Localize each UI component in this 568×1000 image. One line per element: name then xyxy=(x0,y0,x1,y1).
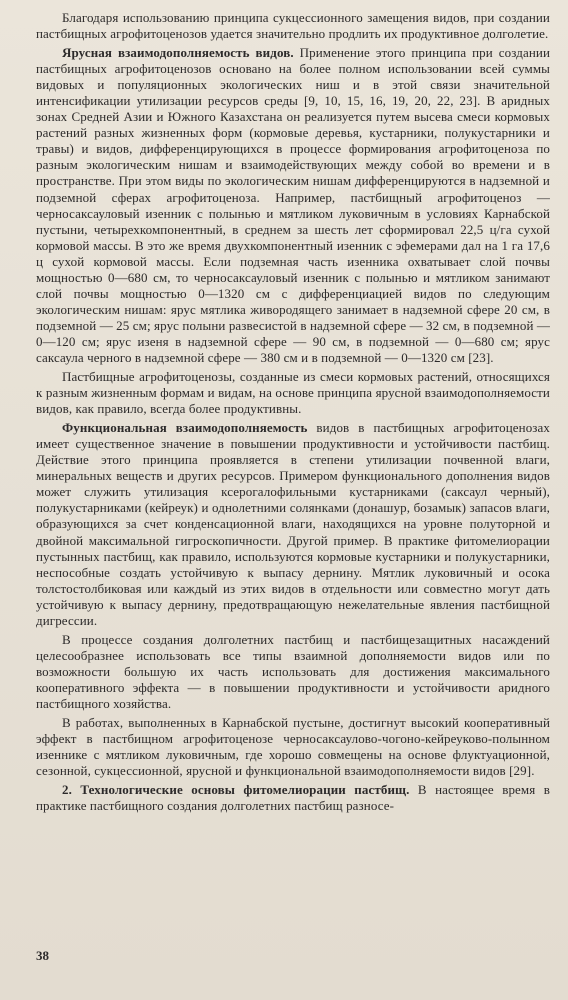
page-body xyxy=(36,10,550,814)
paragraph-agrophytocenoses: Пастбищные агрофитоценозы, созданные из смеси кормовых растений, относящихся к разным жизненным формам и видам, на основе принципа ярусной взаимодополняемости видов, как правило, всегда более продуктивны. xyxy=(36,369,550,417)
paragraph-tier-complementarity: Ярусная взаимодополняемость видов. Применение этого принципа при создании пастбищных агрофитоценозов основано на более полном использовании всей суммы видовых и популяционных экологических ниш и в этой связи значительной интенсификации утилизации ресурсов среды [9, 10, 15, 16, 19, 20, 22, 23]. В аридных зонах Средней Азии и Южного Казахстана он реализуется путем высева смеси кормовых растений разных жизненных форм (кормовые деревья, кустарники, полукустарники и травы) и видов, дифференцирующихся в процессе формирования агрофитоценоза по разным экологическим нишам и взаимодействующих между собой во времени и в пространстве. При этом виды по экологическим нишам дифференцируются в надземной и подземной сферах агрофитоценоза. Например, пастбищный агрофитоценоз — черносаксауловый изенник с полынью и мятликом луковичным в условиях Карнабской пустыни, четырехкомпонентный, в среднем за шесть лет сформировал 22,5 ц/га сухой кормовой массы. В это же время двухкомпонентный изенник с эфемерами дал на 1 га 17,6 ц сухой кормовой массы. Если подземная часть изенника охватывает слой почвы мощностью 0—680 см, то черносаксауловый изенник с полынью и мятликом занимают слой почвы мощностью 0—1320 см с дифференциацией видов по следующим экологическим нишам: ярус мятлика живородящего занимает в надземной сфере 20 см, в подземной — 25 см; ярус полыни развесистой в надземной сфере — 32 см, в подземной — 0—120 см; ярус изеня в надземной сфере — 90 см, в подземной — 0—680 см; ярус саксаула черного в надземной сфере — 380 см и в подземной — 0—1320 см [23]. xyxy=(36,45,551,365)
page-number: 38 xyxy=(36,948,49,963)
paragraph-functional-complementarity: Функциональная взаимодополняемость видов в пастбищных агрофитоценозах имеет существенное значение в повышении продуктивности и устойчивости пастбищ. Действие этого принципа проявляется в степени утилизации почвенной влаги, минеральных веществ и других ресурсов. Примером функционального дополнения видов может служить утилизация ксерогалофильными кустарниками (саксаул черный), полукустарниками (кейреук) и однолетними солянками (донашур, бозамык) запасов влаги, образующихся за счет конденсационной влаги, находящихся на уровне полуторной и двойной максимальной гигроскопичности. Другой пример. В практике фитомелиорации пустынных пастбищ, как правило, используются кормовые кустарники и полукустарники, неспособные создать устойчивую к выпасу дернину. Мятлик луковичный и осока толстостолбиковая или каждый из этих видов в отдельности или совместно могут дать устойчивую к выпасу дернину, предотвращающую нежелательные явления пастбищной дигрессии. xyxy=(36,420,550,628)
paragraph-succession: Благодаря использованию принципа сукцессионного замещения видов, при создании пастбищных агрофитоценозов удается значительно продлить их продуктивное долголетие. xyxy=(36,10,550,42)
paragraph-long-term-pastures: В процессе создания долголетних пастбищ и пастбищезащитных насаждений целесообразнее использовать все типы взаимной дополняемости видов или по возможности большую их часть использовать для достижения максимального кооперативного эффекта — в повышении продуктивности и устойчивости аридного пастбищного хозяйства. xyxy=(36,631,550,711)
section-heading-technological: 2. Технологические основы фитомелиорации пастбищ. xyxy=(62,782,410,798)
paragraph-karnab-results: В работах, выполненных в Карнабской пустыне, достигнут высокий кооперативный эффект в пастбищном агрофитоценозе черносаксаулово-чогоно-кейреуково-полынном изеннике с мятликом луковичным, где хорошо совмещены на основе флуктуационной, сезонной, сукцессионной, ярусной и функциональной взаимодополняемости видов [29]. xyxy=(36,715,550,779)
paragraph-technological-basis: 2. Технологические основы фитомелиорации пастбищ. В настоящее время в практике пастбищного создания долголетних пастбищ разносе- xyxy=(36,782,550,814)
section-heading-functional: Функциональная взаимодополняемость xyxy=(62,420,308,436)
section-heading-tier: Ярусная взаимодополняемость видов. xyxy=(62,45,294,61)
